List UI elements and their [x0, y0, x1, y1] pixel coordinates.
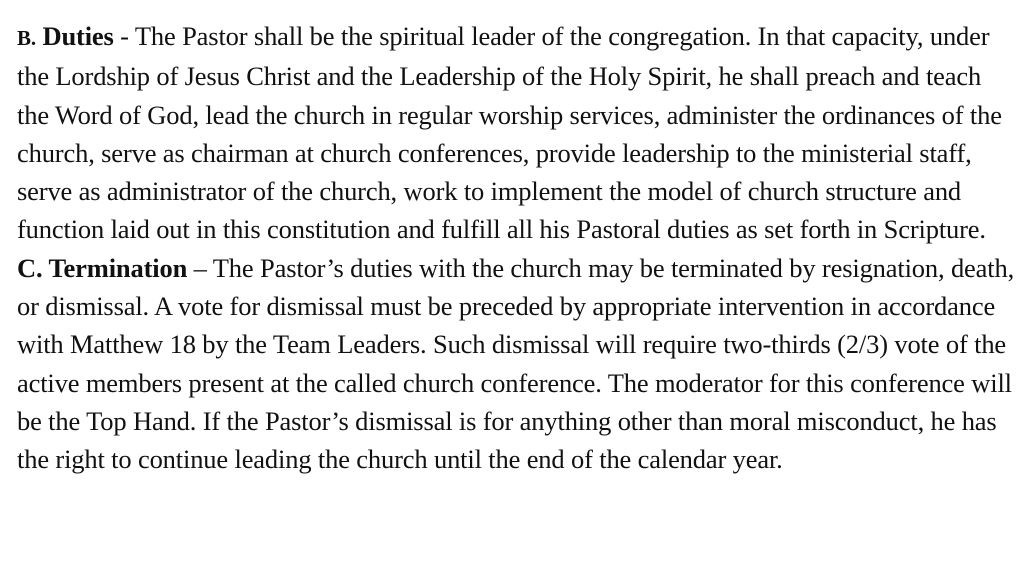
section-c-paragraph [17, 249, 1016, 479]
section-b-separator: - [113, 21, 135, 51]
section-b-heading: Duties [42, 21, 114, 51]
section-c-heading: C. Termination [17, 252, 188, 283]
section-b-body: The Pastor shall be the spiritual leader of the congregation. In that capacity, under the Lordship of Jesus Christ and the Leadership of the Holy Spirit, he shall preach and teach the Word of God, lead the church in regular worship services, administer the ordinances of the church, serve as chairman at church conferences, provide leadership to the ministerial staff, serve as administrator of the church, work to implement the model of church structure and function laid out in this constitution and fulfill all his Pastoral duties as set forth in Scripture. [17, 21, 1002, 245]
section-b-letter: B. [17, 26, 36, 50]
section-b-paragraph [17, 17, 1016, 249]
section-c-body: The Pastor’s duties with the church may be terminated by resignation, death, or dismissal. A vote for dismissal must be preceded by appropriate intervention in accordance with Matthew 18 by the Team Leaders. Such dismissal will require two-thirds (2/3) vote of the active members present at the called church conference. The moderator for this conference will be the Top Hand. If the Pastor’s dismissal is for anything other than moral misconduct, he has the right to continue leading the church until the end of the calendar year. [17, 252, 1015, 475]
section-c-separator: – [187, 252, 213, 283]
